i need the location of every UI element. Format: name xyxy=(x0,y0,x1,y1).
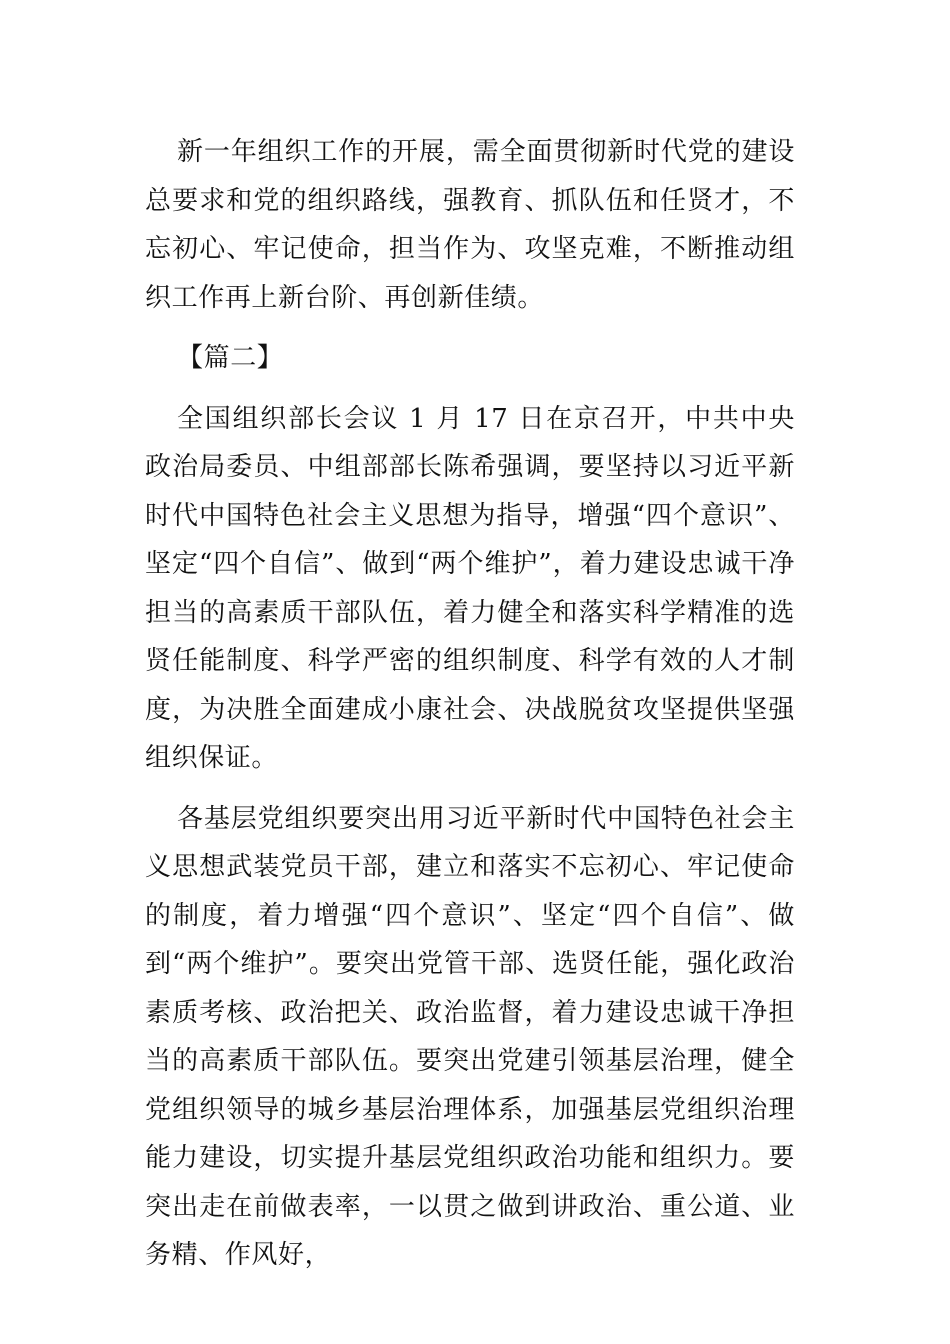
section-heading: 【篇二】 xyxy=(177,343,284,373)
paragraph-conference: 全国组织部长会议 1 月 17 日在京召开，中共中央政治局委员、中组部部长陈希强调，要坚持以习近平新时代中国特色社会主义思想为指导，增强“四个意识”、坚定“四个自信”、做到“两个维护”，着力建设忠诚干净担当的高素质干部队伍，着力健全和落实科学精准的选贤任能制度、科学严密的组织制度、科学有效的人才制度，为决胜全面建成小康社会、决战脱贫攻坚提供坚强组织保证。 xyxy=(145,403,795,773)
paragraph-grassroots: 各基层党组织要突出用习近平新时代中国特色社会主义思想武装党员干部，建立和落实不忘初心、牢记使命的制度，着力增强“四个意识”、坚定“四个自信”、做到“两个维护”。要突出党管干部、选贤任能，强化政治素质考核、政治把关、政治监督，着力建设忠诚干净担当的高素质干部队伍。要突出党建引领基层治理，健全党组织领导的城乡基层治理体系，加强基层党组织治理能力建设，切实提升基层党组织政治功能和组织力。要突出走在前做表率，一以贯之做到讲政治、重公道、业务精、作风好， xyxy=(145,803,795,1270)
document-body xyxy=(145,128,795,1292)
paragraph-intro: 新一年组织工作的开展，需全面贯彻新时代党的建设总要求和党的组织路线，强教育、抓队伍和任贤才，不忘初心、牢记使命，担当作为、攻坚克难，不断推动组织工作再上新台阶、再创新佳绩。 xyxy=(145,137,795,313)
